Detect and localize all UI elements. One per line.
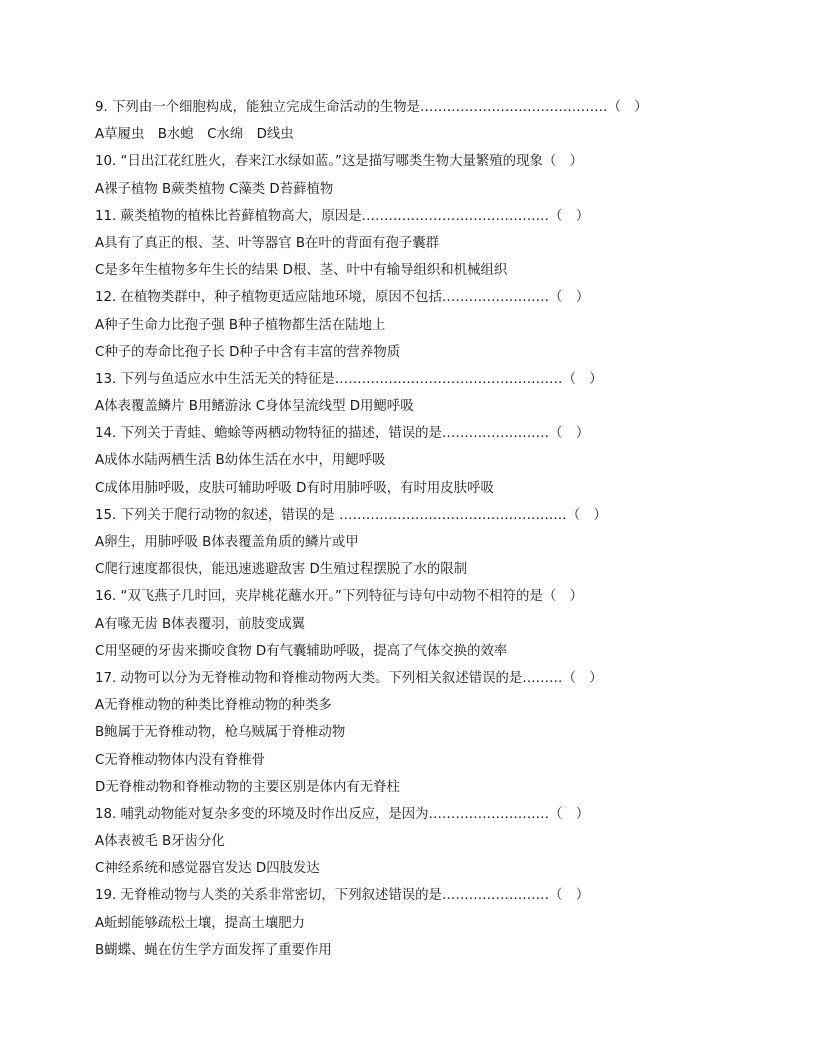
text-line: C种子的寿命比孢子长 D种子中含有丰富的营养物质	[95, 344, 401, 360]
text-line: A成体水陆两栖生活 B幼体生活在水中，用鳃呼吸	[95, 453, 386, 469]
text-line: A有喙无齿 B体表覆羽，前肢变成翼	[95, 616, 306, 632]
text-line: B蝴蝶、蝇在仿生学方面发挥了重要作用	[95, 942, 332, 958]
question-list	[95, 94, 735, 964]
text-line: 19. 无脊椎动物与人类的关系非常密切，下列叙述错误的是……………………（ ）	[95, 888, 590, 904]
text-line: 10. “日出江花红胜火，春来江水绿如蓝。”这是描写哪类生物大量繁殖的现象（ ）	[95, 154, 584, 170]
text-line: A蚯蚓能够疏松土壤，提高土壤肥力	[95, 915, 306, 931]
text-line: 13. 下列与鱼适应水中生活无关的特征是……………………………………………（ ）	[95, 371, 603, 387]
text-line: A体表覆盖鳞片 B用鳍游泳 C身体呈流线型 D用鳃呼吸	[95, 399, 414, 415]
text-line: 12. 在植物类群中，种子植物更适应陆地环境，原因不包括……………………（ ）	[95, 290, 590, 306]
text-line: A草履虫 B水螅 C水绵 D线虫	[95, 127, 294, 143]
text-line: C神经系统和感觉器官发达 D四肢发达	[95, 861, 320, 877]
text-line: A具有了真正的根、茎、叶等器官 B在叶的背面有孢子囊群	[95, 235, 439, 251]
text-line: 16. “双飞燕子几时回，夹岸桃花蘸水开。”下列特征与诗句中动物不相符的是（ ）	[95, 589, 584, 605]
text-line: B鲍属于无脊椎动物，枪乌贼属于脊椎动物	[95, 725, 346, 741]
text-line: A裸子植物 B蕨类植物 C藻类 D苔藓植物	[95, 181, 334, 197]
text-line: 11. 蕨类植物的植株比苔藓植物高大，原因是……………………………………（ ）	[95, 208, 590, 224]
text-line: 15. 下列关于爬行动物的叙述，错误的是 ……………………………………………（ ）	[95, 507, 607, 523]
text-line: A种子生命力比孢子强 B种子植物都生活在陆地上	[95, 317, 386, 333]
text-line: C用坚硬的牙齿来撕咬食物 D有气囊辅助呼吸，提高了气体交换的效率	[95, 643, 508, 659]
text-line: C成体用肺呼吸，皮肤可辅助呼吸 D有时用肺呼吸，有时用皮肤呼吸	[95, 480, 494, 496]
text-line: D无脊椎动物和脊椎动物的主要区别是体内有无脊柱	[95, 779, 400, 795]
text-line: A卵生，用肺呼吸 B体表覆盖角质的鳞片或甲	[95, 535, 359, 550]
text-line: 14. 下列关于青蛙、蟾蜍等两栖动物特征的描述，错误的是……………………（ ）	[95, 426, 590, 442]
text-line: C是多年生植物多年生长的结果 D根、茎、叶中有输导组织和机械组织	[95, 263, 508, 279]
text-line: A体表被毛 B牙齿分化	[95, 834, 225, 850]
text-line: 9. 下列由一个细胞构成，能独立完成生命活动的生物是……………………………………（ ）	[95, 100, 648, 115]
text-line: A无脊椎动物的种类比脊椎动物的种类多	[95, 698, 332, 714]
text-line: C无脊椎动物体内没有脊椎骨	[95, 752, 266, 768]
text-line: 18. 哺乳动物能对复杂多变的环境及时作出反应，是因为………………………（ ）	[95, 806, 590, 822]
text-line: C爬行速度都很快，能迅速逃避敌害 D生殖过程摆脱了水的限制	[95, 562, 468, 578]
text-line: 17. 动物可以分为无脊椎动物和脊椎动物两大类。下列相关叙述错误的是………（ ）	[95, 670, 603, 686]
